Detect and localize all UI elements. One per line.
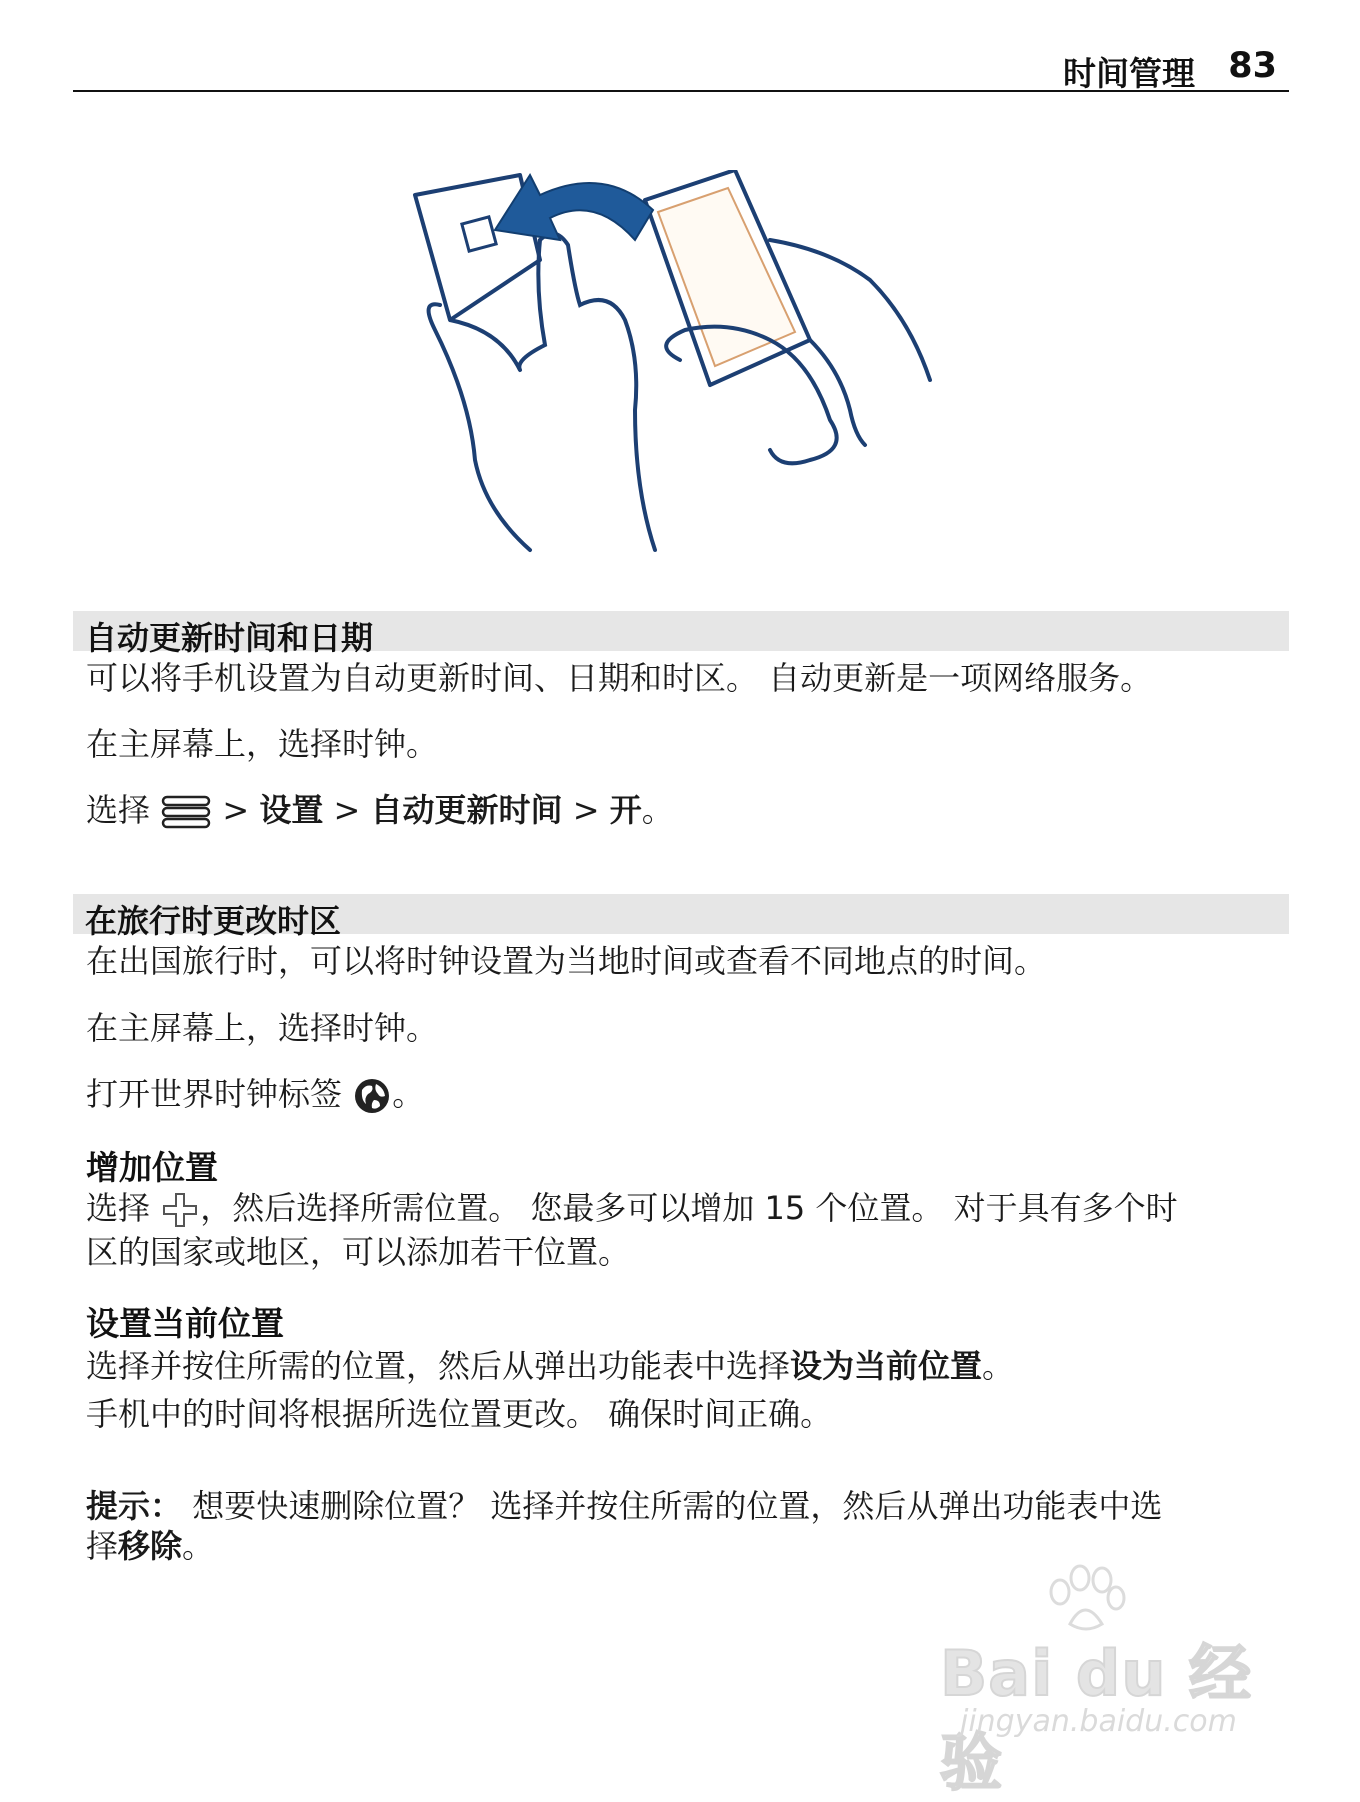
watermark-brand: Bai du 经验 <box>940 1637 1253 1799</box>
punctuation: 。 <box>982 1347 1015 1385</box>
subheading-add-location: 增加位置 <box>86 1148 218 1187</box>
paragraph-text: 选择 <box>86 1189 151 1227</box>
tip-label: 提示： <box>86 1487 183 1525</box>
punctuation: 。 <box>182 1527 215 1565</box>
section-heading-text: 在旅行时更改时区 <box>85 902 342 940</box>
instruction-prefix: 选择 <box>86 791 151 829</box>
menu-option-remove: 移除 <box>118 1527 183 1565</box>
paragraph <box>86 722 438 766</box>
section-heading-travel <box>73 894 1289 940</box>
paragraph <box>86 1186 1178 1230</box>
paragraph <box>86 1230 630 1274</box>
section-heading-auto-update <box>73 611 1289 657</box>
path-item-auto-time: 自动更新时间 <box>370 791 563 829</box>
globe-icon <box>352 1076 392 1116</box>
paragraph-text: 选择并按住所需的位置，然后从弹出功能表中选择 <box>86 1347 791 1385</box>
paragraph <box>86 1006 438 1050</box>
paragraph-text: ，然后选择所需位置。 您最多可以增加 15 个位置。 对于具有多个时 <box>200 1189 1178 1227</box>
section-heading-text: 自动更新时间和日期 <box>85 619 374 657</box>
paragraph-text: 想要快速删除位置？ 选择并按住所需的位置，然后从弹出功能表中选 <box>182 1487 1163 1525</box>
path-separator: > <box>222 791 260 829</box>
menu-option-set-current: 设为当前位置 <box>790 1347 983 1385</box>
tip-paragraph <box>86 1524 214 1568</box>
paragraph <box>86 1344 1014 1388</box>
tip-paragraph <box>86 1484 1162 1528</box>
paragraph-text: 手机中的时间将根据所选位置更改。 确保时间正确。 <box>86 1395 833 1433</box>
menu-icon <box>160 792 212 832</box>
paragraph-text: 打开世界时钟标签 <box>86 1075 343 1113</box>
path-item-on: 开 <box>609 791 642 829</box>
plus-icon <box>160 1190 200 1230</box>
page-header-title: 时间管理 <box>1063 54 1195 93</box>
paragraph <box>86 656 1152 700</box>
paragraph-text: 在主屏幕上，选择时钟。 <box>86 1009 439 1047</box>
path-separator: > <box>572 791 610 829</box>
path-separator: > <box>333 791 371 829</box>
paragraph <box>86 939 1046 983</box>
punctuation: 。 <box>641 791 674 829</box>
subheading-set-current: 设置当前位置 <box>86 1304 284 1343</box>
swipe-illustration <box>410 170 950 560</box>
paragraph <box>86 1072 424 1116</box>
paragraph-text: 择 <box>86 1527 119 1565</box>
paragraph-text: 可以将手机设置为自动更新时间、日期和时区。 自动更新是一项网络服务。 <box>86 659 1153 697</box>
path-item-settings: 设置 <box>259 791 324 829</box>
punctuation: 。 <box>392 1075 425 1113</box>
paragraph-text: 在主屏幕上，选择时钟。 <box>86 725 439 763</box>
page-number: 83 <box>1228 46 1277 86</box>
page-header <box>73 44 1289 92</box>
instruction-path <box>86 788 674 832</box>
baidu-watermark <box>940 1564 1270 1799</box>
paragraph <box>86 1392 832 1436</box>
paragraph-text: 在出国旅行时，可以将时钟设置为当地时间或查看不同地点的时间。 <box>86 942 1047 980</box>
paragraph-text: 区的国家或地区，可以添加若干位置。 <box>86 1233 631 1271</box>
watermark-url: jingyan.baidu.com <box>960 1704 1237 1739</box>
